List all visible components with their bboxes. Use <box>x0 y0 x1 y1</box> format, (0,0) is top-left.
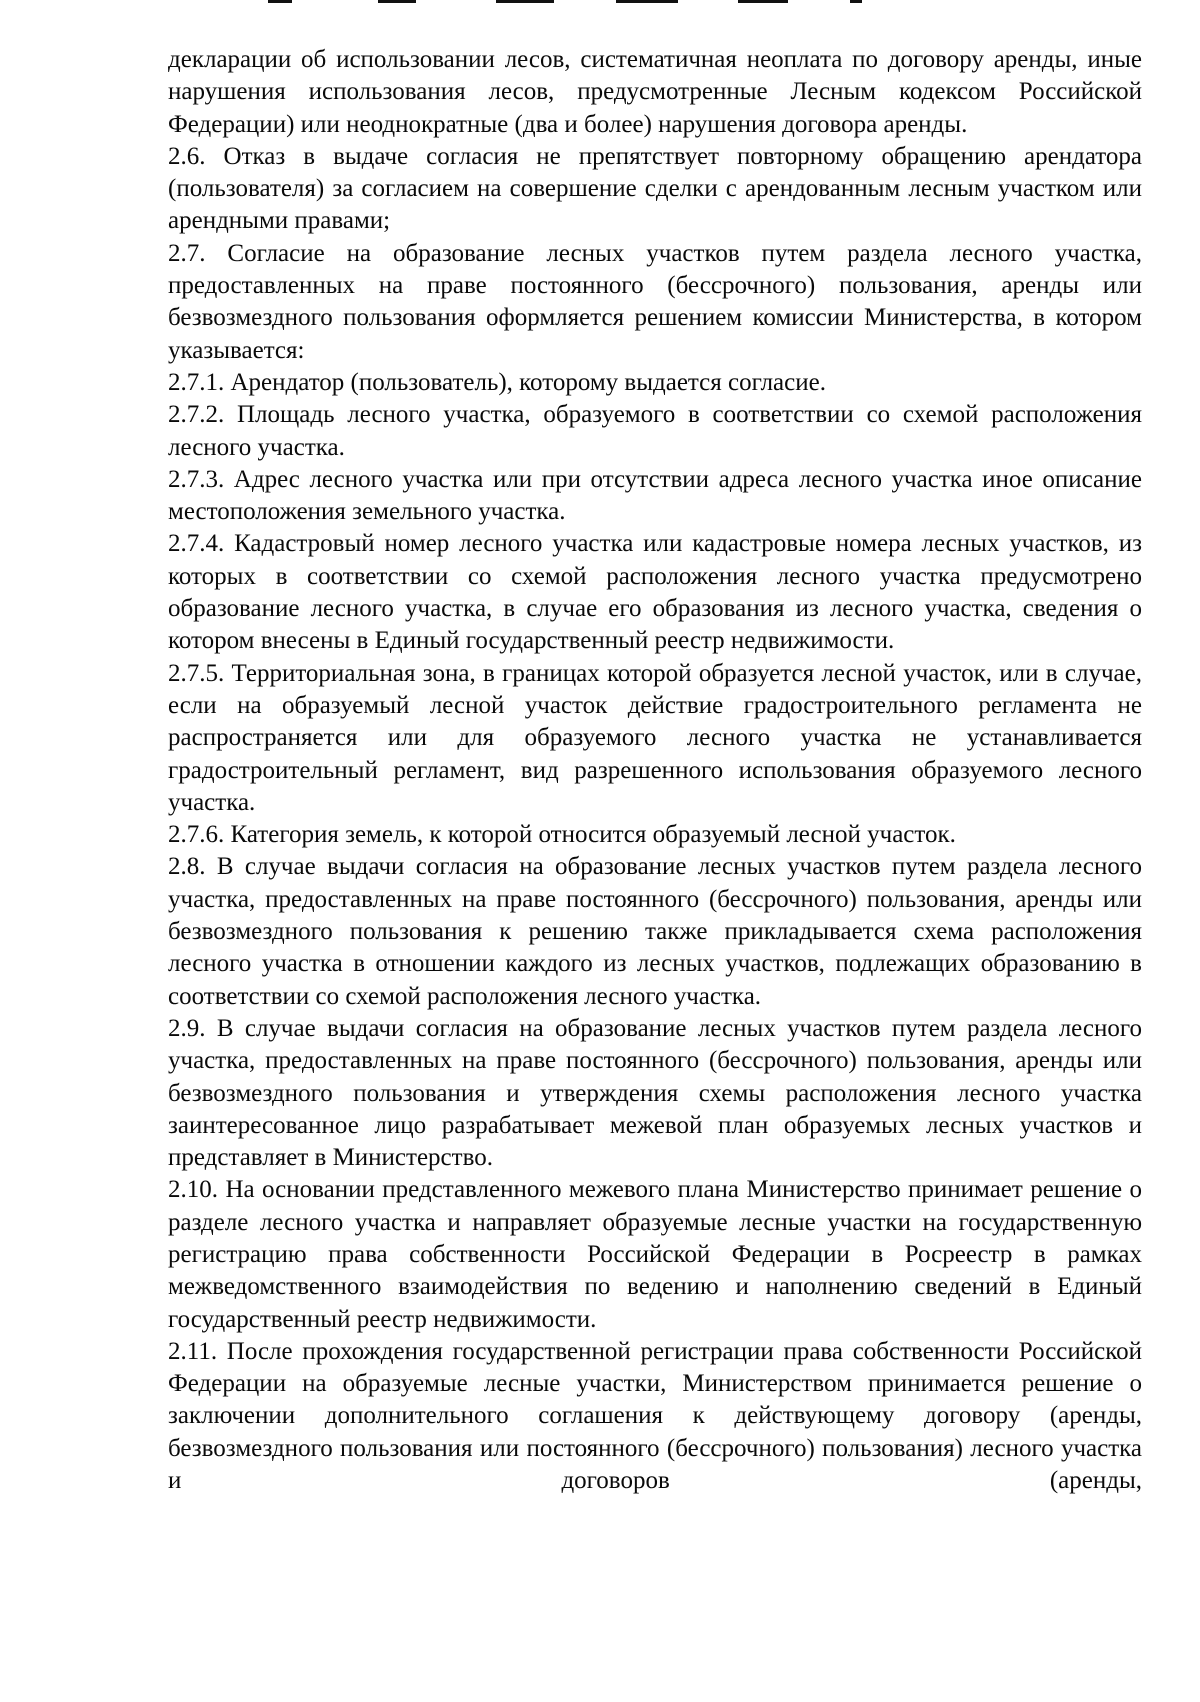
paragraph-2-7-6: 2.7.6. Категория земель, к которой относится образуемый лесной участок. <box>168 821 956 849</box>
paragraph-2-11: 2.11. После прохождения государственной регистрации права собственности Российской Федерации на образуемые лесные участки, Министерством принимается решение о заключении дополнительного соглашения к действующему договору (аренды, безвозмездного пользования или постоянного (бессрочного) пользования) лесного участка и договоров (аренды, <box>168 1337 1142 1495</box>
paragraph-2-7-3: 2.7.3. Адрес лесного участка или при отсутствии адреса лесного участка иное описание местоположения земельного участка. <box>168 465 1142 526</box>
paragraph-2-9: 2.9. В случае выдачи согласия на образование лесных участков путем раздела лесного участка, предоставленных на праве постоянного (бессрочного) пользования, аренды или безвозмездного пользования и утверждения схемы расположения лесного участка заинтересованное лицо разрабатывает межевой план образуемых лесных участков и представляет в Министерство. <box>168 1014 1142 1172</box>
paragraph-2-7: 2.7. Согласие на образование лесных участков путем раздела лесного участка, предоставленных на праве постоянного (бессрочного) пользования, аренды или безвозмездного пользования оформляется решением комиссии Министерства, в котором указывается: <box>168 239 1142 364</box>
paragraph-continuation: декларации об использовании лесов, систематичная неоплата по договору аренды, иные нарушения использования лесов, предусмотренные Лесным кодексом Российской Федерации) или неоднократные (два и более) нарушения договора аренды. <box>168 46 1142 138</box>
paragraph-2-7-1: 2.7.1. Арендатор (пользователь), которому выдается согласие. <box>168 368 826 396</box>
scan-top-edge-marks <box>268 0 948 4</box>
paragraph-2-10: 2.10. На основании представленного межевого плана Министерство принимает решение о разделе лесного участка и направляет образуемые лесные участки на государственную регистрацию права собственности Российской Федерации в Росреестр в рамках межведомственного взаимодействия по ведению и наполнению сведений в Единый государственный реестр недвижимости. <box>168 1176 1142 1333</box>
paragraph-2-6: 2.6. Отказ в выдаче согласия не препятствует повторному обращению арендатора (пользователя) за согласием на совершение сделки с арендованным лесным участком или арендными правами; <box>168 142 1142 235</box>
paragraph-2-7-5: 2.7.5. Территориальная зона, в границах которой образуется лесной участок, или в случае, если на образуемый лесной участок действие градостроительного регламента не распространяется или для образуемого лесного участка не устанавливается градостроительный регламент, вид разрешенного использования образуемого лесного участка. <box>168 659 1142 816</box>
paragraph-2-7-2: 2.7.2. Площадь лесного участка, образуемого в соответствии со схемой расположения лесного участка. <box>168 401 1142 461</box>
paragraph-2-8: 2.8. В случае выдачи согласия на образование лесных участков путем раздела лесного участка, предоставленных на праве постоянного (бессрочного) пользования, аренды или безвозмездного пользования к решению также прикладывается схема расположения лесного участка в отношении каждого из лесных участков, подлежащих образованию в соответствии со схемой расположения лесного участка. <box>168 853 1142 1010</box>
document-body <box>168 44 1142 1497</box>
paragraph-2-7-4: 2.7.4. Кадастровый номер лесного участка или кадастровые номера лесных участков, из которых в соответствии со схемой расположения лесного участка предусмотрено образование лесного участка, в случае его образования из лесного участка, сведения о котором внесены в Единый государственный реестр недвижимости. <box>168 530 1142 655</box>
